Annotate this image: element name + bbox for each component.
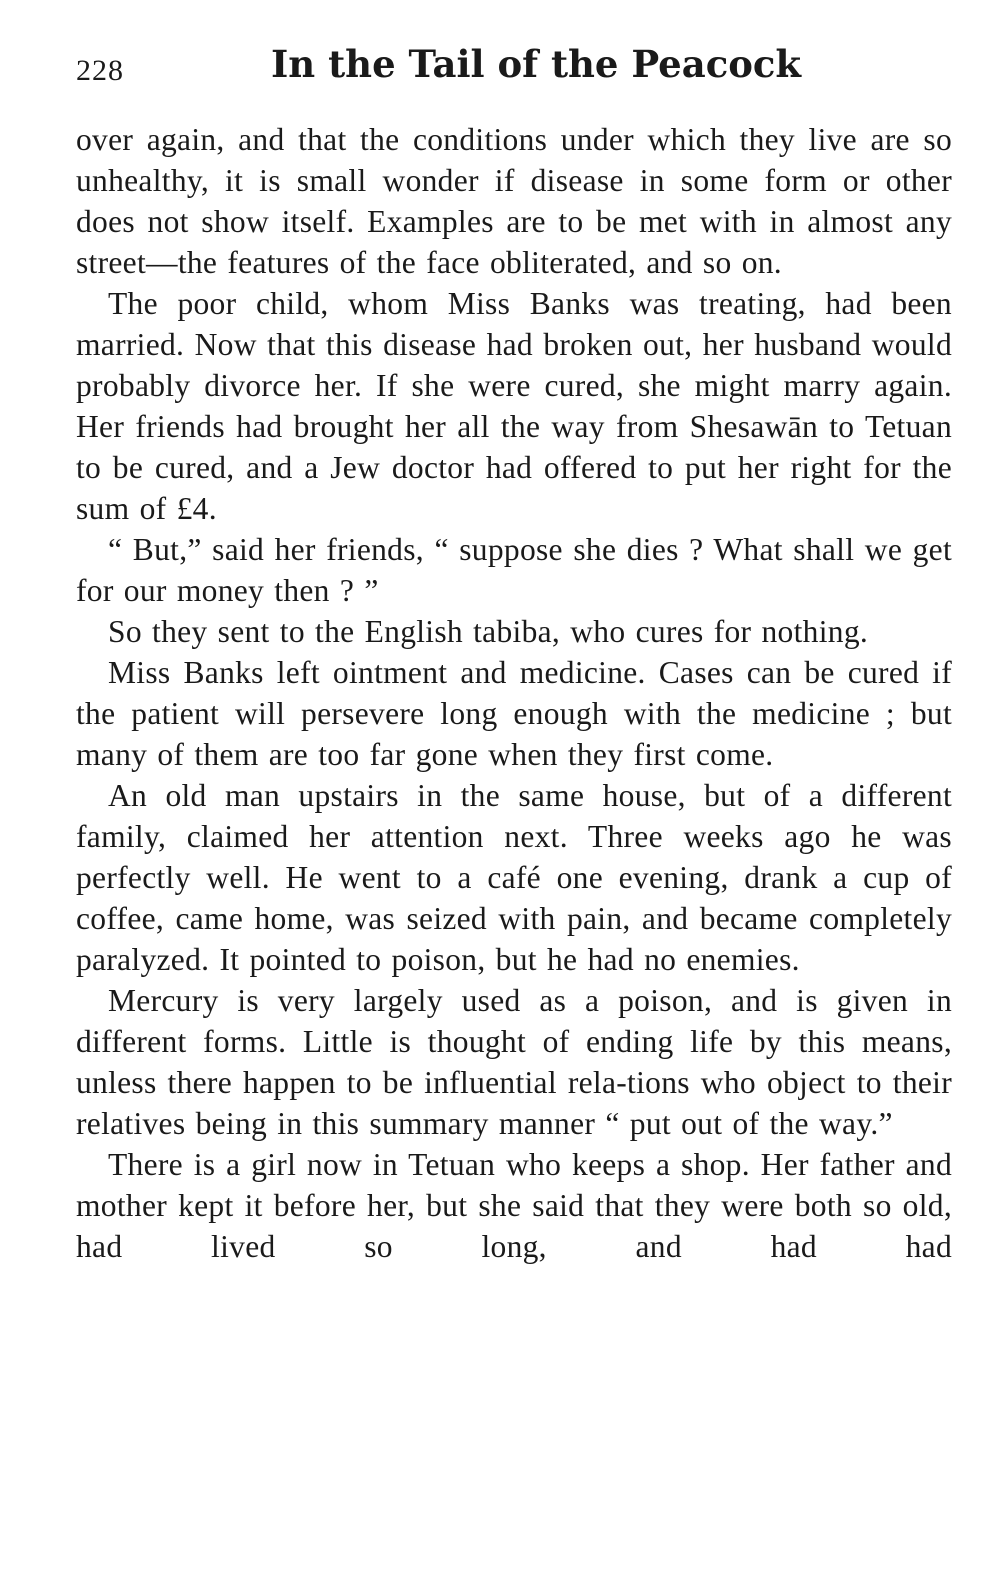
page-number: 228: [76, 54, 124, 87]
paragraph-3: “ But,” said her friends, “ suppose she dies ? What shall we get for our money then ? ”: [76, 532, 952, 608]
paragraph-8: There is a girl now in Tetuan who keeps a shop. Her father and mother kept it before her, but she said that they were both so old, had lived so long, and had had: [76, 1147, 952, 1264]
running-title: In the Tail of the Peacock: [271, 42, 802, 86]
paragraph-2: The poor child, whom Miss Banks was treating, had been married. Now that this disease had broken out, her husband would probably divorce her. If she were cured, she might marry again. Her friends had brought her all the way from Shesawān to Tetuan to be cured, and a Jew doctor had offered to put her right for the sum of £4.: [76, 286, 952, 526]
body-text: [76, 119, 952, 1267]
paragraph-1: over again, and that the conditions under which they live are so unhealthy, it is small wonder if disease in some form or other does not show itself. Examples are to be met with in almost any street—the features of the face obliterated, and so on.: [76, 122, 952, 280]
paragraph-6: An old man upstairs in the same house, but of a different family, claimed her attention next. Three weeks ago he was perfectly well. He went to a café one evening, drank a cup of coffee, came home, was seized with pain, and became completely paralyzed. It pointed to poison, but he had no enemies.: [76, 778, 952, 977]
page-header: [76, 40, 952, 100]
paragraph-4: So they sent to the English tabiba, who cures for nothing.: [108, 614, 869, 649]
paragraph-5: Miss Banks left ointment and medicine. Cases can be cured if the patient will persevere long enough with the medicine ; but many of them are too far gone when they first come.: [76, 655, 952, 772]
paragraph-7: Mercury is very largely used as a poison, and is given in different forms. Little is thought of ending life by this means, unless there happen to be influential rela-tions who object to their relatives being in this summary manner “ put out of the way.”: [76, 983, 952, 1141]
